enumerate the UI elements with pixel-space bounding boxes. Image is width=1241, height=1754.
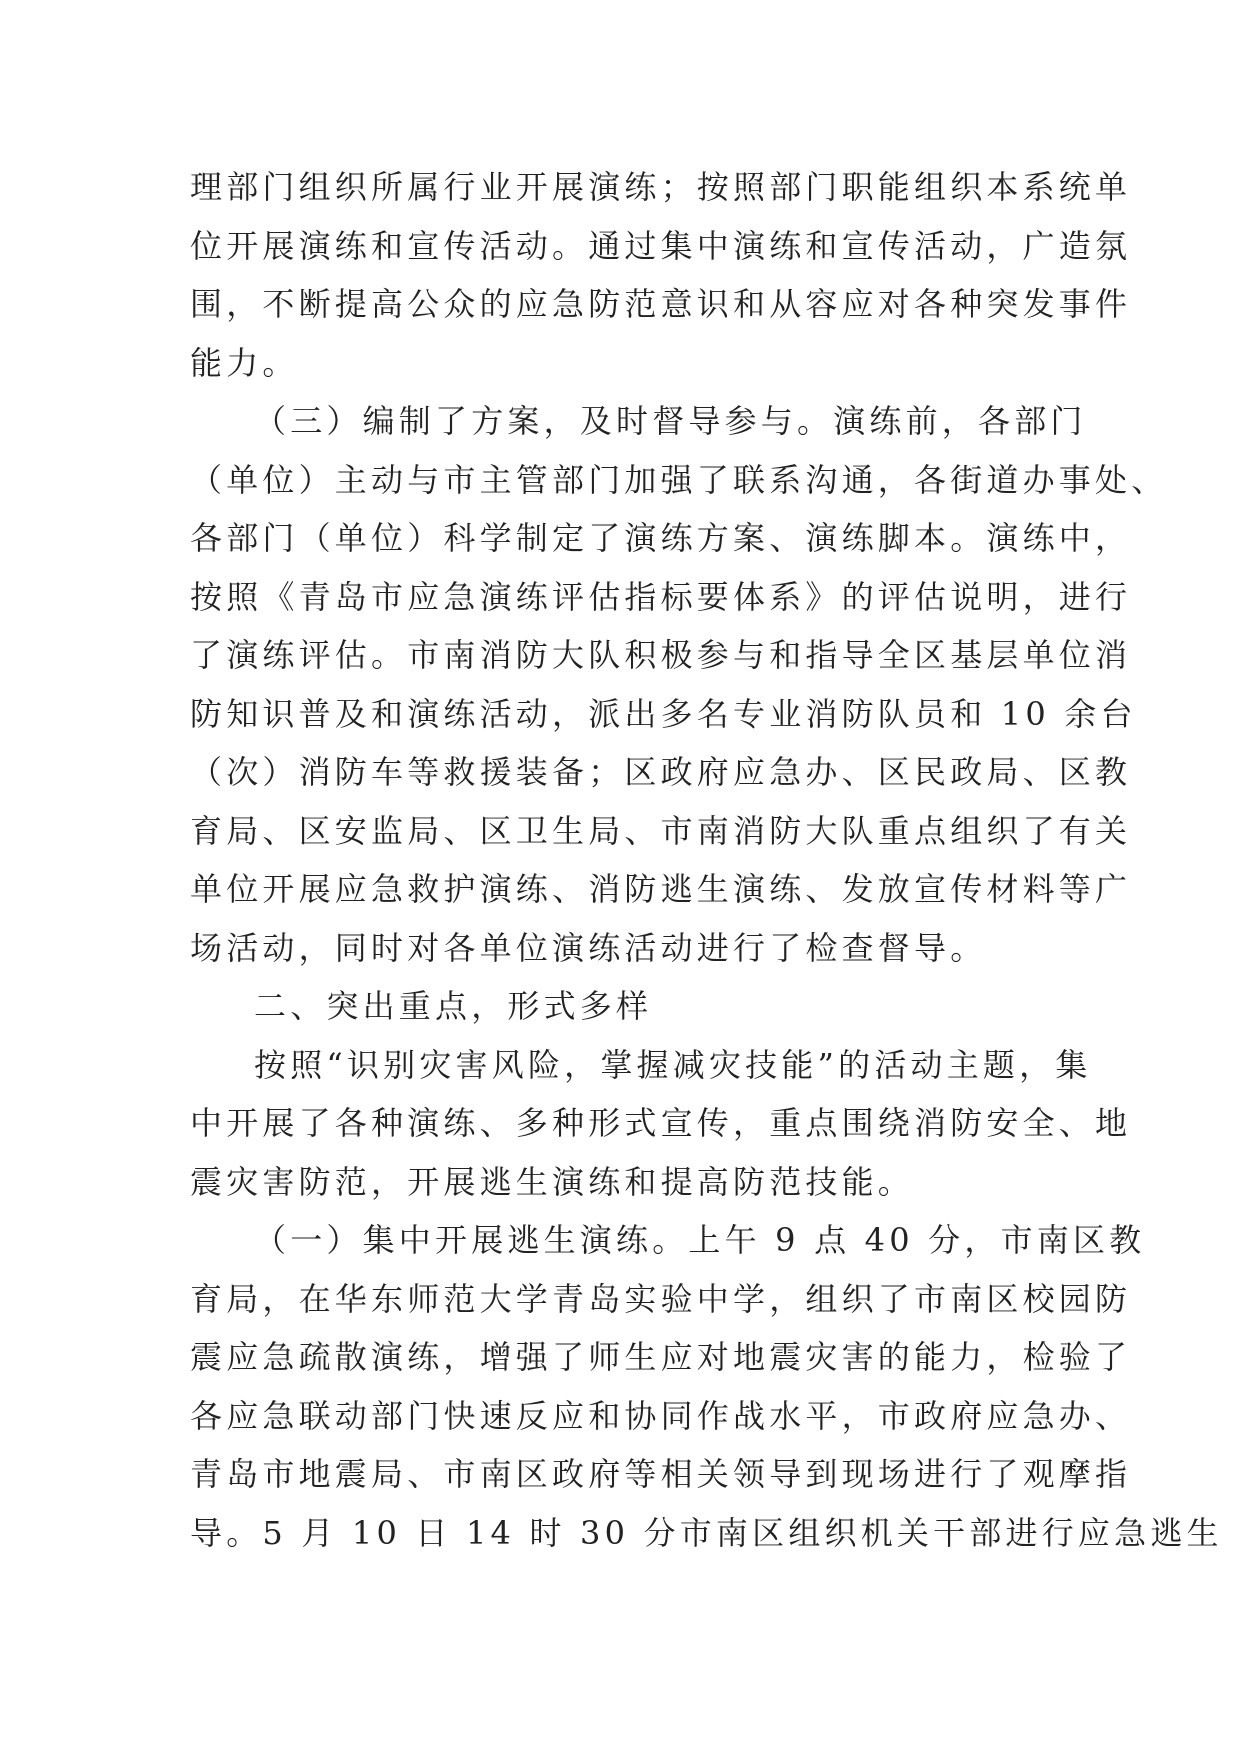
text-line: 理部门组织所属行业开展演练；按照部门职能组织本系统单 — [190, 168, 1132, 206]
text-line: 导。5 月 10 日 14 时 30 分市南区组织机关干部进行应急逃生 — [190, 1513, 1223, 1552]
text-line: 震应急疏散演练，增强了师生应对地震灾害的能力，检验了 — [190, 1338, 1132, 1376]
section-heading: 二、突出重点，形式多样 — [254, 987, 653, 1025]
paragraph-start-line: （一）集中开展逃生演练。上午 9 点 40 分，市南区教 — [254, 1221, 1146, 1259]
text-line: 育局，在华东师范大学青岛实验中学，组织了市南区校园防 — [190, 1279, 1132, 1318]
text-line: 青岛市地震局、市南区政府等相关领导到现场进行了观摩指 — [190, 1455, 1132, 1493]
body-text — [190, 158, 1223, 1562]
text-line: 中开展了各种演练、多种形式宣传，重点围绕消防安全、地 — [190, 1104, 1132, 1142]
text-line: 围，不断提高公众的应急防范意识和从容应对各种突发事件 — [190, 285, 1132, 323]
text-line: （单位）主动与市主管部门加强了联系沟通，各街道办事处、 — [190, 460, 1168, 499]
text-line: 场活动，同时对各单位演练活动进行了检查督导。 — [190, 928, 987, 967]
text-line: 位开展演练和宣传活动。通过集中演练和宣传活动，广造氛 — [190, 226, 1132, 265]
text-line: 震灾害防范，开展逃生演练和提高防范技能。 — [190, 1162, 915, 1201]
text-line: 各部门（单位）科学制定了演练方案、演练脚本。演练中， — [190, 519, 1132, 557]
text-line: 单位开展应急救护演练、消防逃生演练、发放宣传材料等广 — [190, 870, 1132, 908]
text-line: 能力。 — [190, 343, 299, 382]
text-line: 育局、区安监局、区卫生局、市南消防大队重点组织了有关 — [190, 811, 1132, 850]
paragraph-start-line: 按照“识别灾害风险，掌握减灾技能”的活动主题，集 — [254, 1045, 1092, 1084]
text-line: 了演练评估。市南消防大队积极参与和指导全区基层单位消 — [190, 636, 1132, 674]
text-line: 按照《青岛市应急演练评估指标要体系》的评估说明，进行 — [190, 577, 1132, 616]
text-line: 各应急联动部门快速反应和协同作战水平，市政府应急办、 — [190, 1396, 1132, 1435]
paragraph-start-line: （三）编制了方案，及时督导参与。演练前，各部门 — [254, 402, 1087, 440]
text-line: 防知识普及和演练活动，派出多名专业消防队员和 10 余台 — [190, 694, 1137, 733]
text-line: （次）消防车等救援装备；区政府应急办、区民政局、区教 — [190, 753, 1132, 791]
